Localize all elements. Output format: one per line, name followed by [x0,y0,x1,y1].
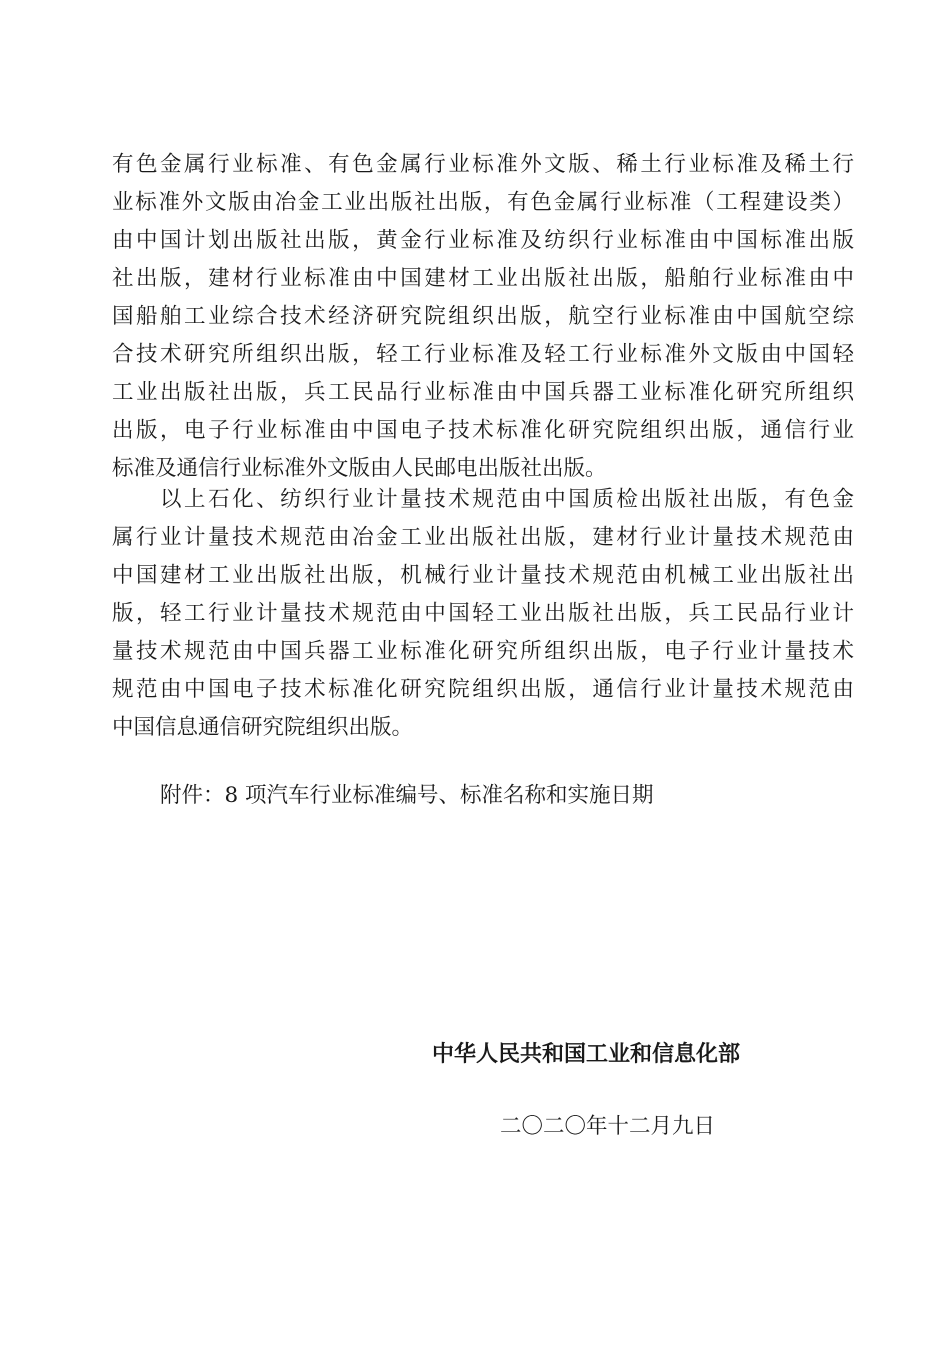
paragraph-line: 业标准外文版由冶金工业出版社出版，有色金属行业标准（工程建设类） [112,190,854,215]
paragraph-line: 版，轻工行业计量技术规范由中国轻工业出版社出版，兵工民品行业计 [112,601,854,626]
paragraph-line: 由中国计划出版社出版，黄金行业标准及纺织行业标准由中国标准出版 [112,228,854,253]
paragraph-line: 中国信息通信研究院组织出版。 [112,715,414,740]
paragraph-line: 以上石化、纺织行业计量技术规范由中国质检出版社出版，有色金 [112,487,854,512]
paragraph-line: 工业出版社出版，兵工民品行业标准由中国兵器工业标准化研究所组织 [112,380,854,405]
attachment-note: 附件：8 项汽车行业标准编号、标准名称和实施日期 [160,783,654,808]
issue-date: 二〇二〇年十二月九日 [500,1114,716,1139]
issuing-authority: 中华人民共和国工业和信息化部 [432,1042,741,1067]
paragraph-line: 社出版，建材行业标准由中国建材工业出版社出版，船舶行业标准由中 [112,266,854,291]
paragraph-line: 标准及通信行业标准外文版由人民邮电出版社出版。 [112,456,607,481]
paragraph-line: 国船舶工业综合技术经济研究院组织出版，航空行业标准由中国航空综 [112,304,854,329]
paragraph-line: 中国建材工业出版社出版，机械行业计量技术规范由机械工业出版社出 [112,563,854,588]
paragraph-line: 有色金属行业标准、有色金属行业标准外文版、稀土行业标准及稀土行 [112,152,854,177]
paragraph-line: 量技术规范由中国兵器工业标准化研究所组织出版，电子行业计量技术 [112,639,854,664]
paragraph-line: 合技术研究所组织出版，轻工行业标准及轻工行业标准外文版由中国轻 [112,342,854,367]
paragraph-line: 出版，电子行业标准由中国电子技术标准化研究院组织出版，通信行业 [112,418,854,443]
paragraph-line: 规范由中国电子技术标准化研究院组织出版，通信行业计量技术规范由 [112,677,854,702]
paragraph-line: 属行业计量技术规范由冶金工业出版社出版，建材行业计量技术规范由 [112,525,854,550]
